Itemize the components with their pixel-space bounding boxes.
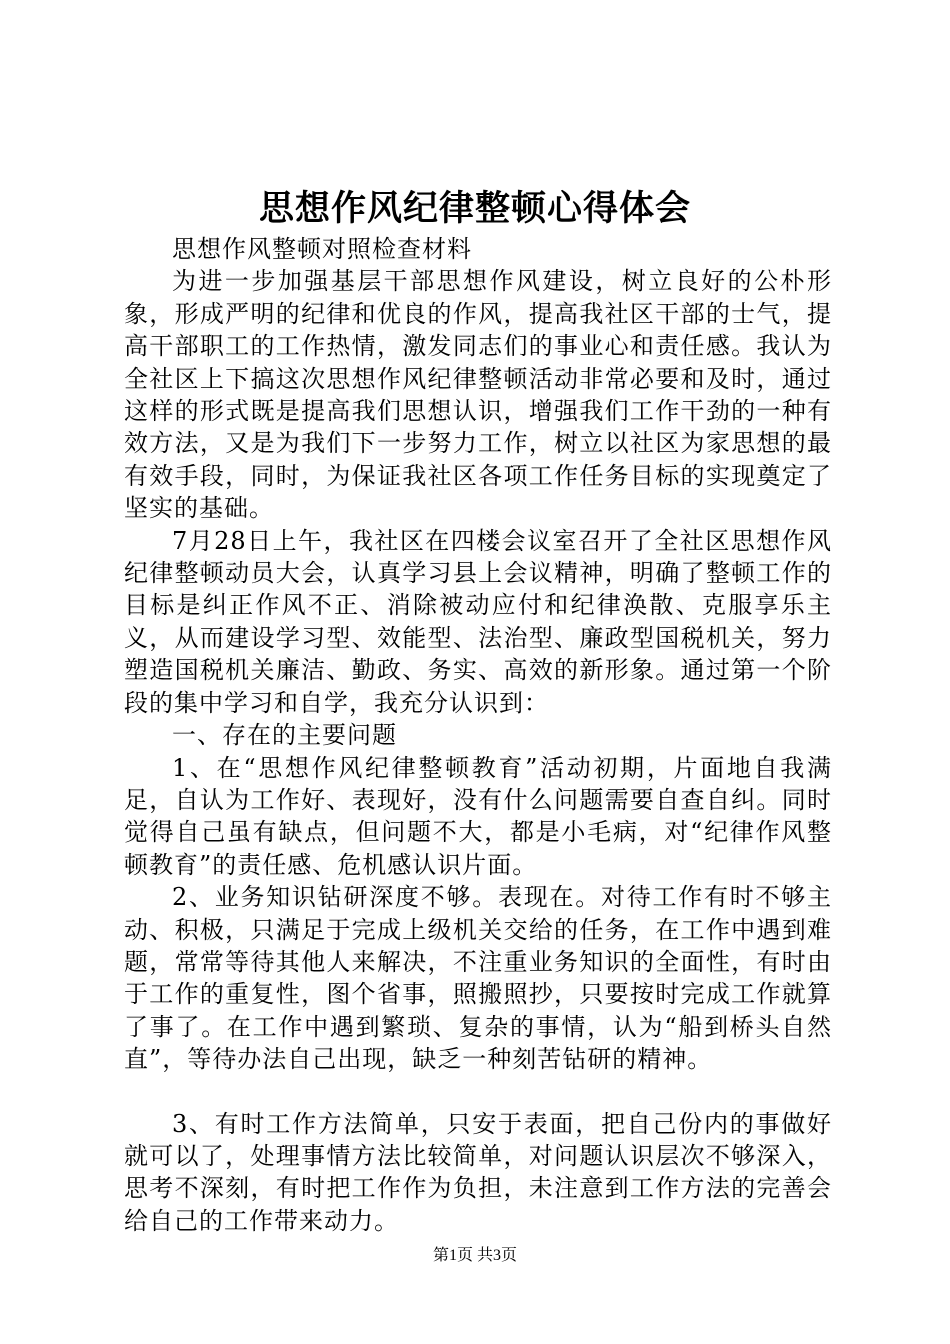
document-body xyxy=(124,233,832,1237)
paragraph-subtitle: 思想作风整顿对照检查材料 xyxy=(172,235,472,263)
paragraph-item-1: 1、在“思想作风纪律整顿教育”活动初期，片面地自我满足，自认为工作好、表现好，没有什么问题需要自查自纠。同时觉得自己虽有缺点，但问题不大，都是小毛病，对“纪律作风整顿教育”的责任感、危机感认识片面。 xyxy=(124,753,832,879)
paragraph-meeting: 7月28日上午，我社区在四楼会议室召开了全社区思想作风纪律整顿动员大会，认真学习县上会议精神，明确了整顿工作的目标是纠正作风不正、消除被动应付和纪律涣散、克服享乐主义，从而建设学习型、效能型、法治型、廉政型国税机关，努力塑造国税机关廉洁、勤政、务实、高效的新形象。通过第一个阶段的集中学习和自学，我充分认识到： xyxy=(124,526,832,717)
page-footer: 第1页 共3页 xyxy=(432,1247,517,1264)
paragraph-intro: 为进一步加强基层干部思想作风建设，树立良好的公朴形象，形成严明的纪律和优良的作风，提高我社区干部的士气，提高干部职工的工作热情，激发同志们的事业心和责任感。我认为全社区上下搞这次思想作风纪律整顿活动非常必要和及时，通过这样的形式既是提高我们思想认识，增强我们工作干劲的一种有效方法，又是为我们下一步努力工作，树立以社区为家思想的最有效手段，同时，为保证我社区各项工作任务目标的实现奠定了坚实的基础。 xyxy=(124,267,832,523)
document-title: 思想作风纪律整顿心得体会 xyxy=(258,188,691,229)
section-heading: 一、存在的主要问题 xyxy=(172,721,397,750)
paragraph-item-3: 3、有时工作方法简单，只安于表面，把自己份内的事做好就可以了，处理事情方法比较简单，对问题认识层次不够深入，思考不深刻，有时把工作作为负担，未注意到工作方法的完善会给自己的工作带来动力。 xyxy=(124,1109,832,1235)
paragraph-item-2: 2、业务知识钻研深度不够。表现在。对待工作有时不够主动、积极，只满足于完成上级机关交给的任务，在工作中遇到难题，常常等待其他人来解决，不注重业务知识的全面性，有时由于工作的重复性，图个省事，照搬照抄，只要按时完成工作就算了事了。在工作中遇到繁琐、复杂的事情，认为“船到桥头自然直”，等待办法自己出现，缺乏一种刻苦钻研的精神。 xyxy=(124,883,832,1074)
